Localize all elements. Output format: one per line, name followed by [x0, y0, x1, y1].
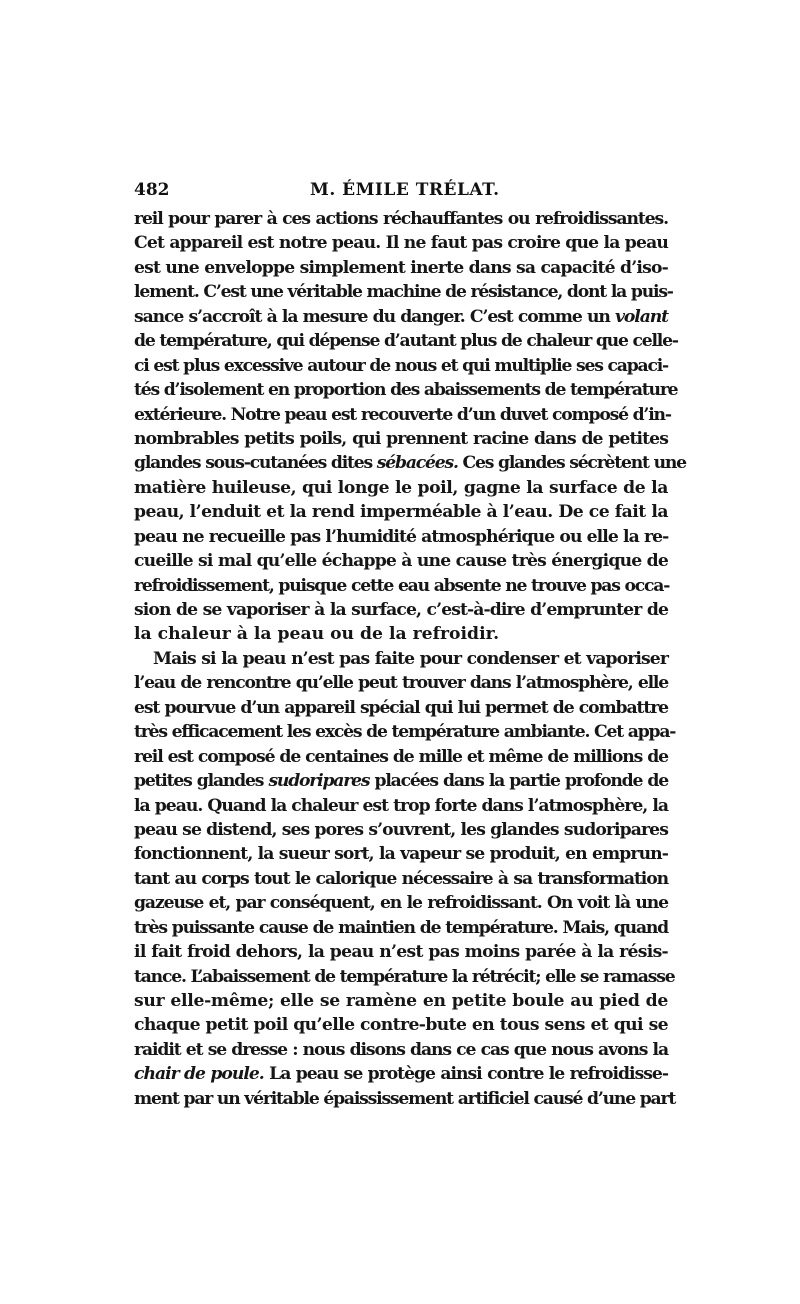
text-line: très efficacement les excès de température ambiante. Cet appa-	[134, 722, 676, 743]
text-line: la peau. Quand la chaleur est trop forte dans l’atmosphère, la	[134, 795, 668, 816]
text-line: ci est plus excessive autour de nous et qui multiplie ses capaci-	[134, 355, 668, 376]
text-line: gazeuse et, par conséquent, en le refroidissant. On voit là une	[134, 893, 668, 914]
italic-term: chair de poule.	[134, 1064, 264, 1085]
italic-term: sébacées.	[376, 453, 458, 474]
italic-term: volant	[615, 306, 668, 327]
text-line: refroidissement, puisque cette eau absente ne trouve pas occa-	[134, 575, 670, 596]
text-line: lement. C’est une véritable machine de résistance, dont la puis-	[134, 282, 673, 303]
text-line: tance. L’abaissement de température la rétrécit; elle se ramasse	[134, 966, 675, 987]
body-text	[134, 207, 686, 1111]
text-line: tant au corps tout le calorique nécessaire à sa transformation	[134, 868, 668, 889]
text-line: chaque petit poil qu’elle contre-bute en tous sens et qui se	[134, 1015, 668, 1036]
text-line: petites glandes sudoripares placées dans la partie profonde de	[134, 771, 668, 792]
text-line: sur elle-même; elle se ramène en petite boule au pied de	[134, 991, 668, 1011]
text-line: raidit et se dresse : nous disons dans ce cas que nous avons la	[134, 1039, 668, 1060]
text-line: glandes sous-cutanées dites sébacées. Ces glandes sécrètent une	[134, 453, 686, 474]
text-line: l’eau de rencontre qu’elle peut trouver dans l’atmosphère, elle	[134, 673, 668, 694]
running-head: M. ÉMILE TRÉLAT.	[310, 180, 500, 200]
text-line: il fait froid dehors, la peau n’est pas moins parée à la résis-	[134, 942, 668, 963]
page-number: 482	[134, 180, 170, 200]
text-line: sance s’accroît à la mesure du danger. C’est comme un volant	[134, 306, 668, 327]
page-header	[134, 180, 668, 204]
text-line: chair de poule. La peau se protège ainsi contre le refroidisse-	[134, 1064, 668, 1085]
text-line: est pourvue d’un appareil spécial qui lui permet de combattre	[134, 697, 668, 718]
text-line: fonctionnent, la sueur sort, la vapeur se produit, en emprun-	[134, 844, 668, 865]
text-line: extérieure. Notre peau est recouverte d’un duvet composé d’in-	[134, 404, 671, 425]
text-line: la chaleur à la peau ou de la refroidir.	[134, 624, 500, 645]
text-line: Mais si la peau n’est pas faite pour condenser et vaporiser	[153, 648, 668, 669]
text-line: matière huileuse, qui longe le poil, gagne la surface de la	[134, 477, 668, 498]
text-line: peau se distend, ses pores s’ouvrent, les glandes sudoripares	[134, 819, 668, 840]
text-line: reil est composé de centaines de mille et même de millions de	[134, 746, 668, 767]
text-line: nombrables petits poils, qui prennent racine dans de petites	[134, 428, 668, 449]
text-line: tés d’isolement en proportion des abaissements de température	[134, 380, 678, 401]
text-line: Cet appareil est notre peau. Il ne faut pas croire que la peau	[134, 233, 669, 254]
text-line: de température, qui dépense d’autant plus de chaleur que celle-	[134, 331, 678, 352]
text-line: cueille si mal qu’elle échappe à une cause très énergique de	[134, 551, 668, 572]
text-line: est une enveloppe simplement inerte dans sa capacité d’iso-	[134, 257, 668, 278]
text-line: peau ne recueille pas l’humidité atmosphérique ou elle la re-	[134, 526, 669, 547]
text-line: reil pour parer à ces actions réchauffantes ou refroidissantes.	[134, 209, 668, 229]
text-line: peau, l’enduit et la rend imperméable à l’eau. De ce fait la	[134, 502, 668, 523]
text-line: sion de se vaporiser à la surface, c’est-à-dire d’emprunter de	[134, 600, 668, 620]
text-line: très puissante cause de maintien de température. Mais, quand	[134, 917, 668, 938]
italic-term: sudoripares	[268, 771, 370, 792]
text-line: ment par un véritable épaississement artificiel causé d’une part	[134, 1088, 676, 1109]
